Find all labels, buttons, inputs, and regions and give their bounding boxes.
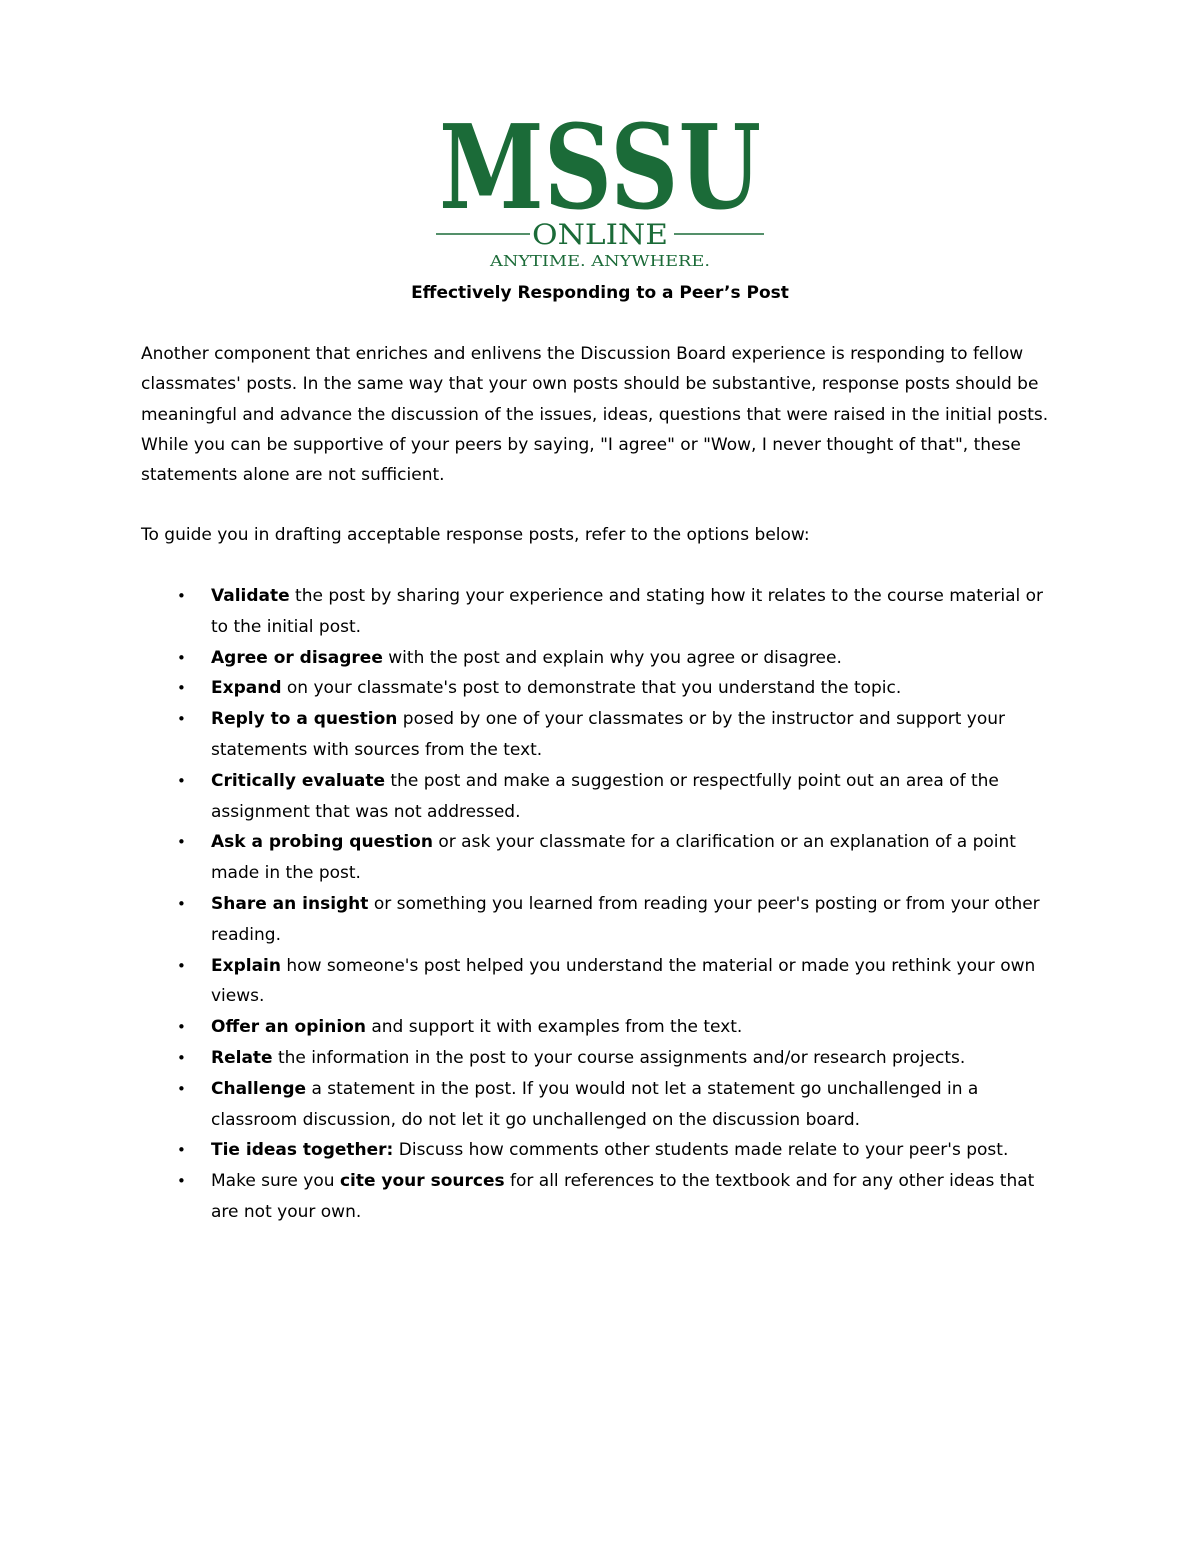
list-item [0, 827, 1056, 889]
list-item-text: how someone's post helped you understand the material or made you rethink your own views. [211, 955, 1036, 1007]
list-item-text: and support it with examples from the text. [365, 1017, 743, 1038]
list-item-keyword: Agree or disagree [211, 647, 383, 668]
list-item [0, 1012, 1056, 1043]
bullet-icon: • [177, 894, 186, 913]
list-item-text: the post and make a suggestion or respectfully point out an area of the assignment that was not addressed. [211, 770, 999, 822]
list-item-text: for all references to the textbook and for any other ideas that are not your own. [211, 1171, 1035, 1222]
logo-wordmark: MSSU [439, 108, 761, 236]
list-item-keyword: Tie ideas together: [211, 1140, 394, 1161]
list-item-keyword: Reply to a question [211, 709, 398, 730]
list-item-keyword: Share an insight [211, 893, 369, 914]
list-item-text: Discuss how comments other students made relate to your peer's post. [393, 1140, 1009, 1161]
bullet-icon: • [177, 679, 186, 698]
list-item [0, 951, 1056, 1013]
bullet-icon: • [177, 710, 186, 729]
list-item [0, 704, 1056, 766]
list-item-text: on your classmate's post to demonstrate that you understand the topic. [281, 678, 902, 699]
intro-paragraph: Another component that enriches and enlivens the Discussion Board experience is responding to fellow classmates' posts. In the same way that your own posts should be substantive, response posts should be meaningful and advance the discussion of the issues, ideas, questions that were raised in the initial posts. While you can be supportive of your peers by saying, "I agree" or "Wow, I never thought of that", these statements alone are not sufficient. [141, 344, 1049, 486]
list-item-keyword: Offer an opinion [211, 1017, 366, 1038]
list-item-keyword: Expand [211, 678, 282, 699]
list-item-text: with the post and explain why you agree or disagree. [382, 647, 842, 668]
bullet-icon: • [177, 1172, 186, 1191]
list-item-keyword: Validate [211, 586, 290, 606]
guide-paragraph: To guide you in drafting acceptable response posts, refer to the options below: [141, 525, 810, 545]
list-item-keyword: Explain [211, 955, 281, 976]
list-item-keyword: cite your sources [339, 1171, 505, 1192]
bullet-icon: • [177, 956, 186, 975]
list-item-keyword: Ask a probing question [211, 832, 433, 853]
list-item-keyword: Critically evaluate [211, 770, 385, 791]
logo-tagline: ANYTIME. ANYWHERE. [488, 252, 710, 270]
list-item-text: a statement in the post. If you would not let a statement go unchallenged in a classroom discussion, do not let it go unchallenged on the discussion board. [211, 1078, 979, 1130]
list-item-text: posed by one of your classmates or by the instructor and support your statements with sources from the text. [211, 709, 1005, 760]
mssu-online-logo [430, 108, 770, 272]
bullet-icon: • [177, 833, 186, 852]
list-item [0, 766, 1056, 828]
bullet-icon: • [177, 1079, 186, 1098]
list-item-text: or something you learned from reading your peer's posting or from your other reading. [211, 893, 1040, 945]
list-item [0, 1043, 1056, 1074]
list-item [0, 889, 1056, 951]
bullet-icon: • [177, 1048, 186, 1067]
bullet-icon: • [177, 648, 186, 667]
response-options-list [0, 581, 1200, 1228]
bullet-icon: • [177, 587, 186, 605]
list-item [0, 643, 1056, 674]
bullet-icon: • [177, 771, 186, 790]
list-item [0, 1166, 1056, 1228]
logo-online: ONLINE [532, 218, 668, 251]
list-item-text: or ask your classmate for a clarification or an explanation of a point made in the post. [211, 832, 1016, 884]
list-item [0, 673, 1056, 704]
list-item [0, 1074, 1056, 1136]
list-item-lead: Make sure you [211, 1171, 340, 1192]
list-item [0, 1135, 1056, 1166]
list-item-text: the post by sharing your experience and stating how it relates to the course material or to the initial post. [211, 586, 1044, 637]
bullet-icon: • [177, 1141, 186, 1160]
list-item [0, 581, 1056, 643]
bullet-icon: • [177, 1018, 186, 1037]
document-title: Effectively Responding to a Peer’s Post [411, 283, 789, 303]
list-item-keyword: Relate [211, 1047, 273, 1068]
list-item-text: the information in the post to your course assignments and/or research projects. [272, 1047, 966, 1068]
list-item-keyword: Challenge [211, 1078, 307, 1099]
